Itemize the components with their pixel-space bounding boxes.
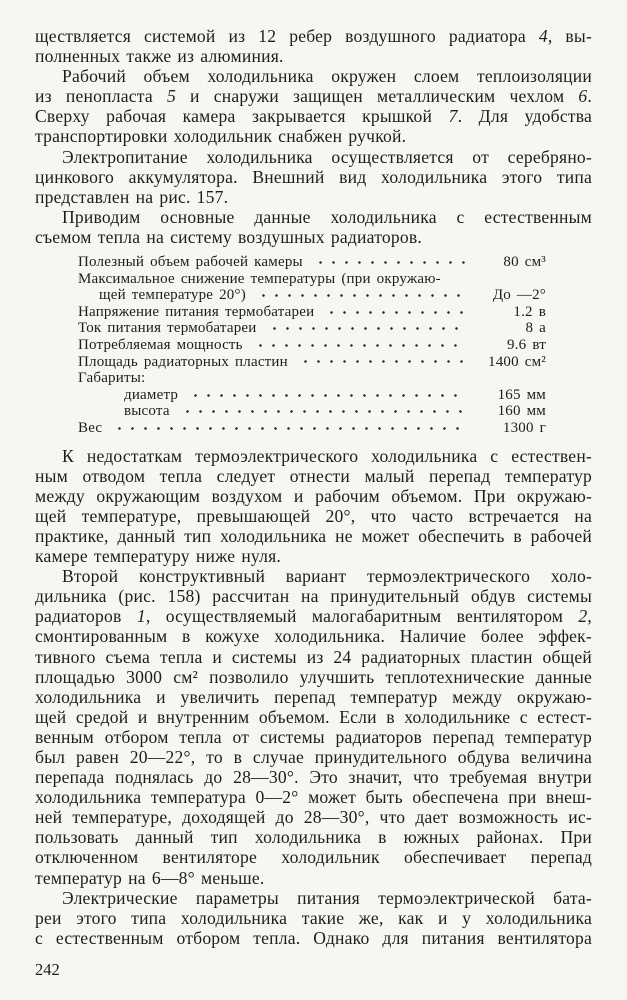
text-line: щей температуре, превышающей 20°, что часто встречается на [35,505,592,526]
text-line: дильника (рис. 158) рассчитан на принудительный обдув системы [35,586,592,607]
text-line: Электрические параметры питания термоэлектрической бата- [62,887,592,908]
spec-label: Ток питания термобатареи [78,320,257,337]
spec-label: Габариты: [78,370,146,387]
paragraph [35,147,592,207]
spec-list [78,254,546,437]
text-line: реи этого типа холодильника такие же, как и у холодильника [35,907,592,928]
dot-leader [266,324,467,333]
dot-leader [297,357,466,366]
text-line: холодильника и увеличить перепад температур между окружаю- [35,686,592,707]
text-line: с естественным отбором тепла. Однако для питания вентилятора [35,927,592,948]
paragraph [35,66,592,146]
page-number: 242 [35,959,60,979]
spec-label: Вес [78,419,103,436]
text-line: камере температуру ниже нуля. [35,546,282,567]
page-content [35,26,592,948]
spec-label: диаметр [124,386,179,403]
text-line: холодильника температура 0—2° может быть обеспечена при внеш- [35,787,592,808]
spec-value: 165 мм [497,386,546,403]
paragraph [35,566,592,888]
dot-leader [312,258,466,267]
text-line: температур на 6—8° меньше. [35,867,265,888]
text-line: был равен 20—22°, то в случае принудительного обдува величина [35,746,592,767]
text-line: практике, данный тип холодильника не может обеспечить в рабочей [35,525,592,546]
spec-label: Площадь радиаторных пластин [78,353,288,370]
spec-value: 1.2 в [513,303,546,320]
spec-value: 9.6 вт [507,337,546,353]
text-line: съемом тепла на систему воздушных радиаторов. [35,226,422,247]
text-line: цинкового аккумулятора. Внешний вид холодильника этого типа [35,166,592,187]
spec-value: 8 а [525,320,546,337]
spec-row [78,320,546,337]
text-line: транспортировки холодильник снабжен ручкой. [35,126,407,147]
paragraph [35,26,592,66]
spec-row [78,354,546,371]
spec-label: Полезный объем рабочей камеры [78,254,303,271]
spec-value: 1300 г [502,419,546,436]
spec-value: До —2° [492,287,546,304]
spec-row [78,387,546,404]
spec-row [78,287,546,304]
text-line: радиаторов 1, осуществляемый малогабаритным вентилятором 2, [35,606,592,627]
text-line: ным отводом тепла следует отнести малый перепад температур [35,465,592,486]
text-line: отключенном вентиляторе холодильник обеспечивает перепад [35,847,592,868]
text-line: между окружающим воздухом и рабочим объемом. При окружаю- [35,485,592,506]
text-line: ней температуре, доходящей до 28—30°, что дает возможность ис- [35,807,592,828]
text-line: Электропитание холодильника осуществляется от серебряно- [62,146,592,167]
text-line: Второй конструктивный вариант термоэлектрического холо- [62,566,592,587]
dot-leader [255,291,466,300]
spec-row [78,271,546,288]
spec-row [78,420,546,437]
dot-leader [252,341,466,350]
text-line: Приводим основные данные холодильника с естественным [62,206,592,227]
text-line: перепада поднялась до 28—30°. Это значит, что требуемая внутри [35,767,592,788]
text-line: пользовать данный тип холодильника в южных районах. При [35,827,592,848]
spec-value: 160 мм [497,403,546,420]
spec-label: Напряжение питания термобатареи [78,303,315,320]
spec-label: щей температуре 20°) [99,287,246,304]
paragraph [35,207,592,247]
spec-label: высота [124,403,170,420]
paragraph [35,888,592,948]
text-line: ществляется системой из 12 ребер воздушного радиатора 4, вы- [35,26,593,46]
paragraph [35,446,592,567]
text-line: полненных также из алюминия. [35,46,284,67]
text-line: из пенопласта 5 и снаружи защищен металлическим чехлом 6. [35,86,592,107]
text-line: Сверху рабочая камера закрывается крышкой 7. Для удобства [35,106,593,127]
page-text [35,26,592,980]
spec-row [78,337,546,354]
dot-leader [111,424,466,433]
dot-leader [323,308,466,317]
text-line: Рабочий объем холодильника окружен слоем теплоизоляции [62,66,592,87]
text-line: тивного съема тепла и системы из 24 радиаторных пластин общей [35,646,592,667]
dot-leader [179,407,466,416]
spec-row [78,254,546,271]
text-line: смонтированным в кожухе холодильника. Наличие более эффек- [35,626,592,647]
spec-value: 1400 см² [488,353,546,370]
spec-row [78,403,546,420]
dot-leader [187,391,466,400]
text-line: площадью 3000 см² позволило улучшить теплотехнические данные [35,666,592,687]
text-line: представлен на рис. 157. [35,186,229,207]
spec-row [78,370,546,387]
spec-value: 80 см³ [503,254,546,271]
text-line: венным отбором тепла от системы радиаторов перепад температур [35,726,592,747]
spec-label: Максимальное снижение температуры (при окружаю- [78,270,441,287]
spec-row [78,304,546,321]
spec-label: Потребляемая мощность [78,337,243,353]
text-line: К недостаткам термоэлектрического холодильника с естествен- [62,445,592,466]
text-line: щей средой и внутренним объемом. Если в холодильнике с естест- [35,706,592,727]
